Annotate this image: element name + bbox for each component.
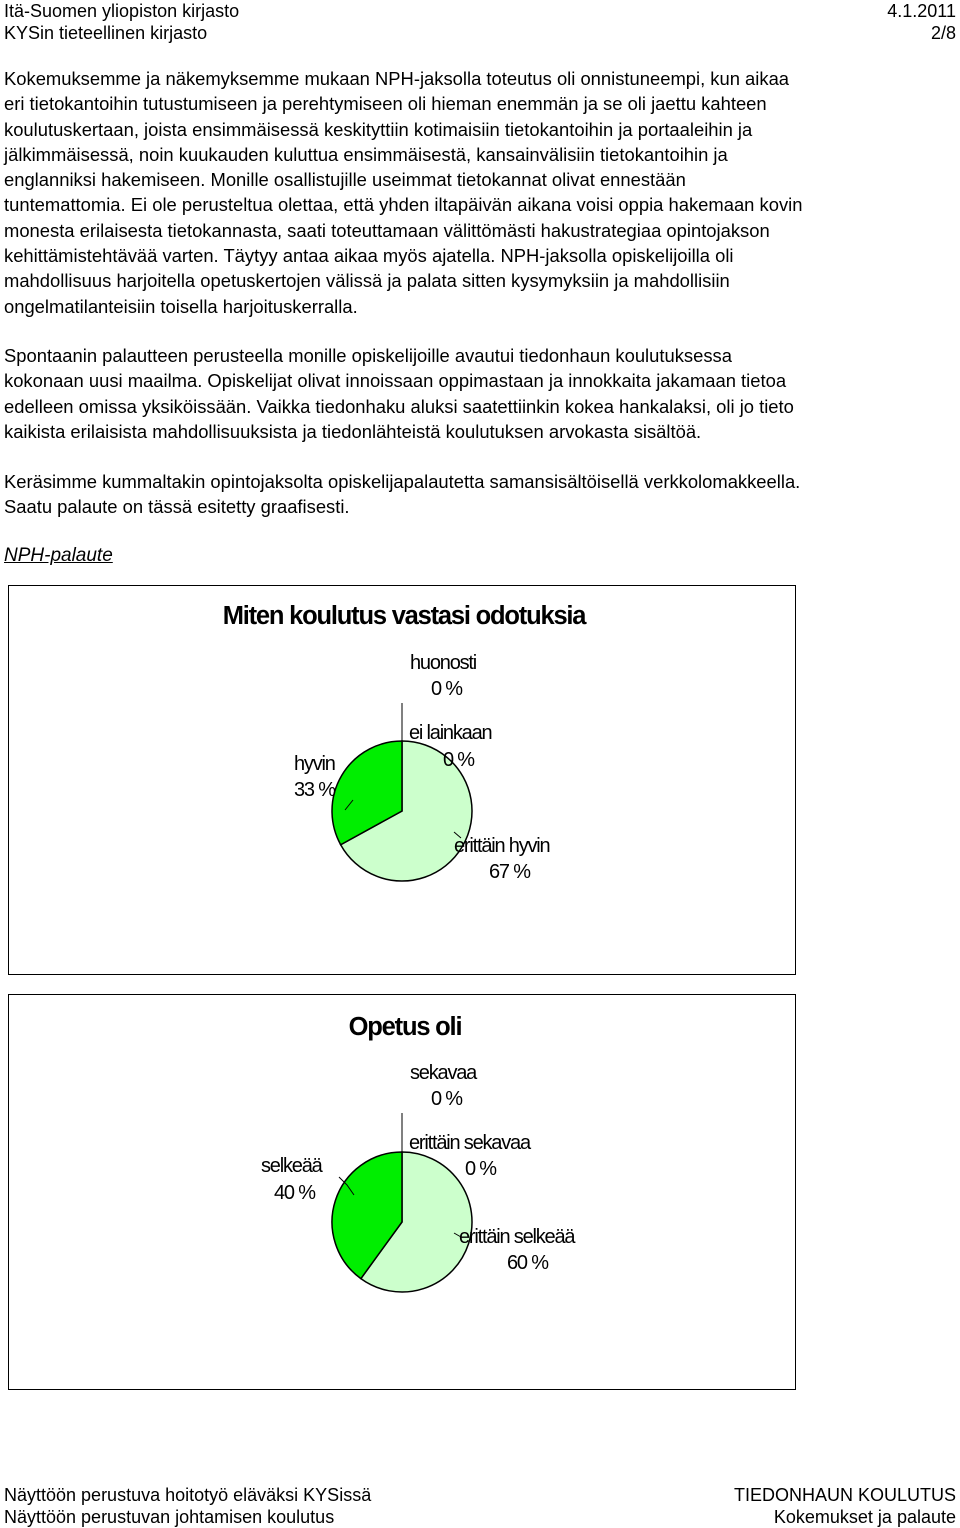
text-line: Kokemuksemme ja näkemyksemme mukaan NPH-jaksolla toteutus oli onnistuneempi, kun aikaa xyxy=(4,68,790,89)
text-line: mahdollisuus harjoitella opetuskertojen välissä ja palata sitten kysymyksiin ja mahdollisiin xyxy=(4,270,730,292)
chart-expectations-svg xyxy=(9,586,795,974)
slice-value: 0 % xyxy=(431,1088,462,1110)
footer-project: Näyttöön perustuva hoitotyö eläväksi KYSissä xyxy=(4,1485,372,1505)
slice-label: sekavaa xyxy=(410,1062,477,1084)
slice-value: 0 % xyxy=(443,749,474,771)
text-line: Saatu palaute on tässä esitetty graafisesti. xyxy=(4,496,350,518)
slice-value: 60 % xyxy=(507,1252,548,1274)
chart-title: Opetus oli xyxy=(348,1013,462,1041)
slice-value: 33 % xyxy=(294,779,335,801)
text-line: Keräsimme kummaltakin opintojaksolta opiskelijapalautetta samansisältöisellä verkkolomakkeella. xyxy=(4,471,801,492)
slice-label: ei lainkaan xyxy=(409,722,492,744)
slice-label: erittäin hyvin xyxy=(454,835,550,857)
chart-teaching xyxy=(8,994,796,1390)
paragraph-1 xyxy=(4,66,960,319)
footer-course: Näyttöön perustuvan johtamisen koulutus xyxy=(4,1507,335,1527)
text-line: ongelmatilanteisiin toisella harjoituskerralla. xyxy=(4,295,358,317)
header-date: 4.1.2011 xyxy=(887,1,956,21)
footer-section: TIEDONHAUN KOULUTUS xyxy=(733,1485,956,1505)
slice-label: huonosti xyxy=(410,652,477,674)
text-line: kokonaan uusi maailma. Opiskelijat olivat innoissaan oppimastaan ja innokkaita jakamaan tietoa xyxy=(4,370,787,392)
text-line: koulutuskertaan, joista ensimmäisessä keskityttiin kotimaisiin tietokantoihin ja portaaleihin ja xyxy=(4,118,753,140)
text-line: edelleen omissa yksiköissään. Vaikka tiedonhaku aluksi saatettiinkin kokea hankalaksi, oli jo tieto xyxy=(4,395,794,417)
chart-title: Miten koulutus vastasi odotuksia xyxy=(222,602,586,630)
slice-value: 0 % xyxy=(465,1158,496,1180)
paragraph-2 xyxy=(4,343,960,444)
slice-label: selkeää xyxy=(261,1155,322,1177)
text-line: monesta erilaisesta tietokannasta, saati toteuttamaan välittömästi hakustrategiaa opintojakson xyxy=(4,219,770,241)
slice-label: erittäin sekavaa xyxy=(409,1132,530,1154)
text-line: jälkimmäisessä, noin kuukauden kuluttua ensimmäisestä, kansainvälisiin tietokantoihin ja xyxy=(4,143,728,165)
footer-subtitle: Kokemukset ja palaute xyxy=(773,1507,956,1527)
chart-teaching-svg xyxy=(9,995,795,1389)
header-library: KYSin tieteellinen kirjasto xyxy=(4,23,208,43)
text-line: kehittämistehtävää varten. Täytyy antaa aikaa myös ajatella. NPH-jaksolla opiskelijoilla oli xyxy=(4,245,734,267)
text-line: kaikista erilaisista mahdollisuuksista ja tiedonlähteistä koulutuksen arvokasta sisältöä. xyxy=(4,420,702,442)
text-line: englanniksi hakemiseen. Monille osallistujille useimmat tietokannat olivat ennestään xyxy=(4,169,686,191)
header-page-number: 2/8 xyxy=(930,23,956,43)
paragraph-3 xyxy=(4,469,960,520)
text-line: tuntemattomia. Ei ole perusteltua olettaa, että yhden iltapäivän aikana voisi oppia hakemaan kovin xyxy=(4,194,803,216)
section-title: NPH-palaute xyxy=(4,545,113,566)
text-line: eri tietokantoihin tutustumiseen ja perehtymiseen oli hieman enemmän ja se oli jaettu kahteen xyxy=(4,93,767,115)
slice-value: 0 % xyxy=(431,678,462,700)
text-line: Spontaanin palautteen perusteella monille opiskelijoille avautui tiedonhaun koulutuksessa xyxy=(4,345,732,366)
header-organization: Itä-Suomen yliopiston kirjasto xyxy=(4,1,240,21)
slice-value: 40 % xyxy=(274,1182,315,1204)
slice-label: hyvin xyxy=(294,753,335,775)
slice-label: erittäin selkeää xyxy=(459,1226,575,1248)
chart-expectations xyxy=(8,585,796,975)
slice-value: 67 % xyxy=(489,861,530,883)
